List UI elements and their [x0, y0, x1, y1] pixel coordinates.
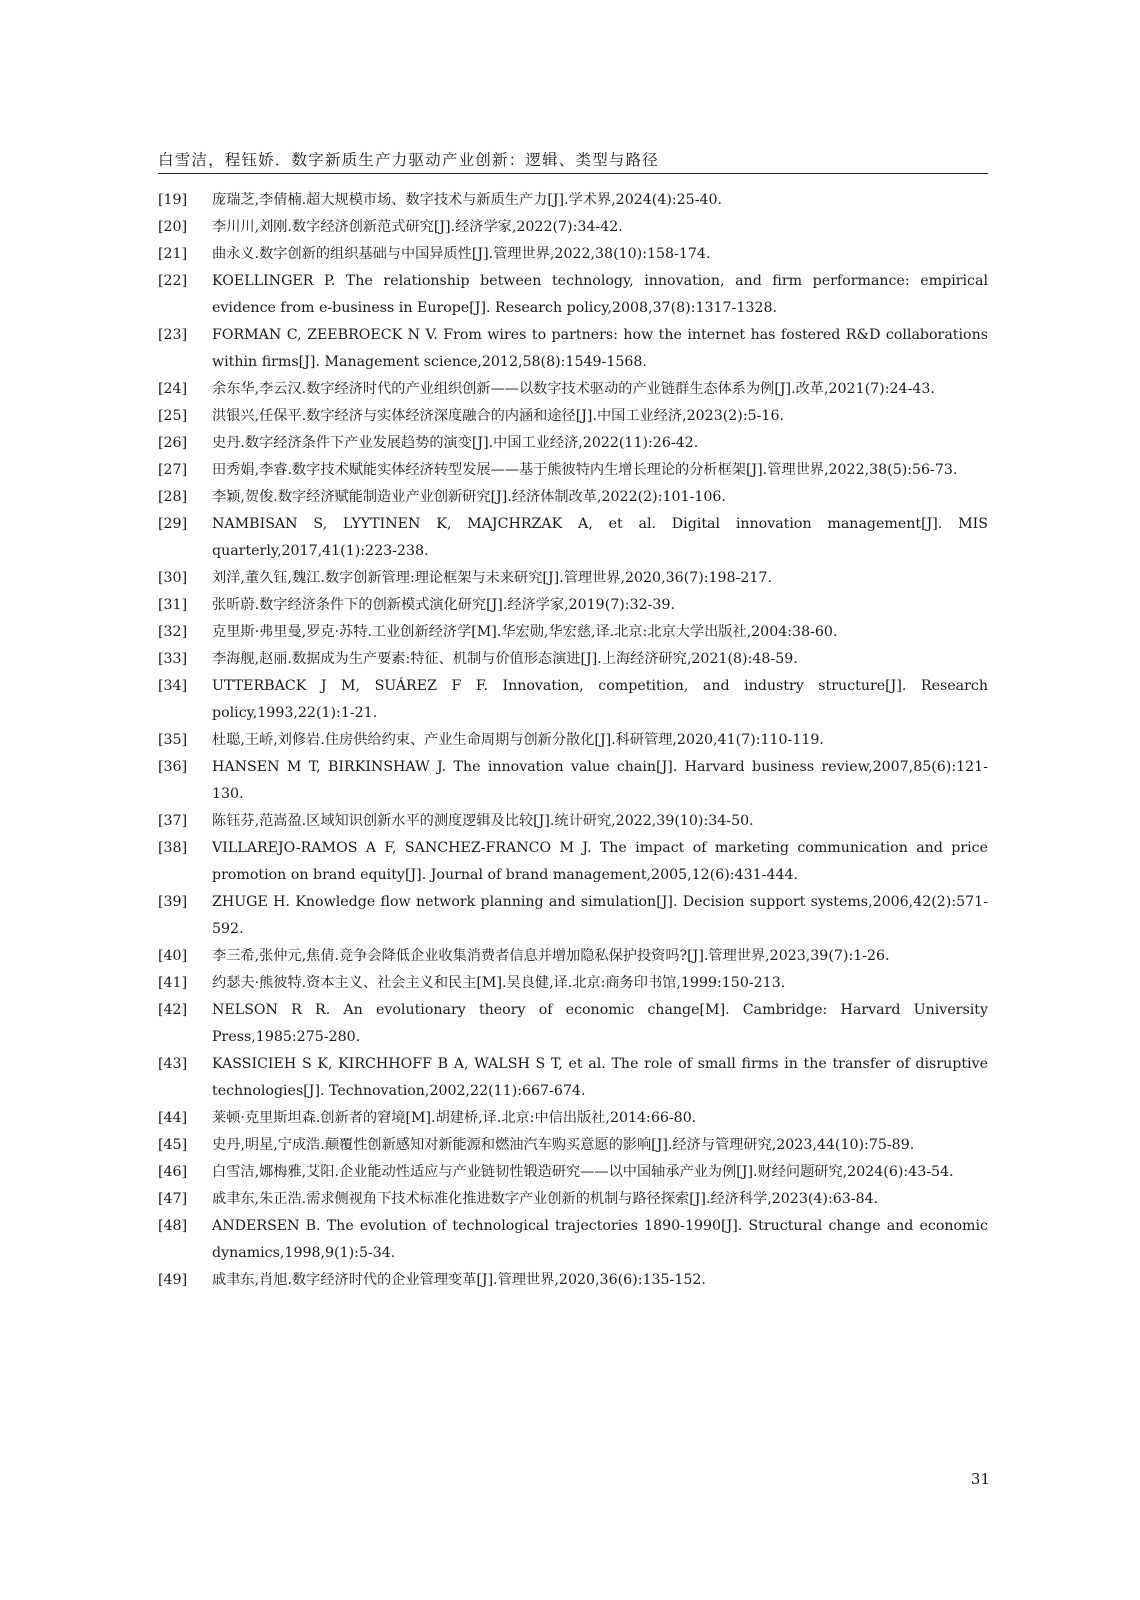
- reference-text: 李海舰,赵丽.数据成为生产要素:特征、机制与价值形态演进[J].上海经济研究,2021(8):48-59.: [212, 651, 798, 667]
- reference-text: NAMBISAN S, LYYTINEN K, MAJCHRZAK A, et al. Digital innovation management[J]. MIS quarterly,2017,41(1):223-238.: [212, 516, 988, 559]
- reference-number: [41]: [158, 975, 188, 991]
- header-rule: [158, 173, 988, 174]
- reference-item: [158, 943, 988, 970]
- reference-number: [43]: [158, 1056, 188, 1072]
- reference-item: [158, 376, 988, 403]
- reference-item: [158, 592, 988, 619]
- reference-number: [48]: [158, 1218, 188, 1234]
- reference-item: [158, 1213, 988, 1267]
- reference-text: 莱顿·克里斯坦森.创新者的窘境[M].胡建桥,译.北京:中信出版社,2014:66-80.: [212, 1110, 697, 1126]
- reference-number: [36]: [158, 759, 188, 775]
- reference-item: [158, 214, 988, 241]
- reference-item: [158, 187, 988, 214]
- reference-item: [158, 1105, 988, 1132]
- reference-text: FORMAN C, ZEEBROECK N V. From wires to partners: how the internet has fostered R&D collaborations within firms[J]. Management science,2012,58(8):1549-1568.: [212, 327, 988, 370]
- reference-text: 克里斯·弗里曼,罗克·苏特.工业创新经济学[M].华宏勋,华宏慈,译.北京:北京大学出版社,2004:38-60.: [212, 624, 838, 640]
- reference-text: 史丹.数字经济条件下产业发展趋势的演变[J].中国工业经济,2022(11):26-42.: [212, 435, 699, 451]
- reference-text: 戚聿东,朱正浩.需求侧视角下技术标准化推进数字产业创新的机制与路径探索[J].经济科学,2023(4):63-84.: [212, 1191, 879, 1207]
- reference-text: 陈钰芬,范嵩盈.区域知识创新水平的测度逻辑及比较[J].统计研究,2022,39(10):34-50.: [212, 813, 754, 829]
- reference-text: KOELLINGER P. The relationship between technology, innovation, and firm performance: empirical evidence from e-business in Europe[J]. Research policy,2008,37(8):1317-1328.: [212, 273, 988, 316]
- reference-text: 李颖,贺俊.数字经济赋能制造业产业创新研究[J].经济体制改革,2022(2):101-106.: [212, 489, 726, 505]
- reference-item: [158, 1159, 988, 1186]
- reference-item: [158, 565, 988, 592]
- reference-number: [23]: [158, 327, 188, 343]
- reference-number: [28]: [158, 489, 188, 505]
- reference-item: [158, 889, 988, 943]
- reference-item: [158, 268, 988, 322]
- reference-number: [42]: [158, 1002, 188, 1018]
- reference-item: [158, 1186, 988, 1213]
- reference-number: [27]: [158, 462, 188, 478]
- reference-item: [158, 322, 988, 376]
- reference-item: [158, 997, 988, 1051]
- reference-text: 杜聪,王峤,刘修岩.住房供给约束、产业生命周期与创新分散化[J].科研管理,2020,41(7):110-119.: [212, 732, 824, 748]
- reference-number: [21]: [158, 246, 188, 262]
- reference-text: 洪银兴,任保平.数字经济与实体经济深度融合的内涵和途径[J].中国工业经济,2023(2):5-16.: [212, 408, 784, 424]
- reference-text: HANSEN M T, BIRKINSHAW J. The innovation value chain[J]. Harvard business review,2007,85(6):121-130.: [212, 759, 988, 802]
- reference-number: [24]: [158, 381, 188, 397]
- reference-number: [20]: [158, 219, 188, 235]
- reference-text: 刘洋,董久钰,魏江.数字创新管理:理论框架与未来研究[J].管理世界,2020,36(7):198-217.: [212, 570, 772, 586]
- reference-item: [158, 646, 988, 673]
- reference-item: [158, 430, 988, 457]
- reference-item: [158, 673, 988, 727]
- reference-text: 戚聿东,肖旭.数字经济时代的企业管理变革[J].管理世界,2020,36(6):135-152.: [212, 1272, 706, 1288]
- reference-text: 李川川,刘刚.数字经济创新范式研究[J].经济学家,2022(7):34-42.: [212, 219, 623, 235]
- reference-text: UTTERBACK J M, SUÁREZ F F. Innovation, competition, and industry structure[J]. Research policy,1993,22(1):1-21.: [212, 678, 988, 721]
- reference-text: 张昕蔚.数字经济条件下的创新模式演化研究[J].经济学家,2019(7):32-39.: [212, 597, 675, 613]
- reference-number: [49]: [158, 1272, 188, 1288]
- reference-number: [35]: [158, 732, 188, 748]
- reference-text: 田秀娟,李睿.数字技术赋能实体经济转型发展——基于熊彼特内生增长理论的分析框架[J].管理世界,2022,38(5):56-73.: [212, 462, 958, 478]
- reference-text: 庞瑞芝,李倩楠.超大规模市场、数字技术与新质生产力[J].学术界,2024(4):25-40.: [212, 192, 723, 208]
- reference-number: [31]: [158, 597, 188, 613]
- reference-text: 李三希,张仲元,焦倩.竞争会降低企业收集消费者信息并增加隐私保护投资吗?[J].管理世界,2023,39(7):1-26.: [212, 948, 890, 964]
- reference-number: [46]: [158, 1164, 188, 1180]
- reference-number: [37]: [158, 813, 188, 829]
- reference-list: [158, 187, 988, 1294]
- reference-number: [34]: [158, 678, 188, 694]
- reference-item: [158, 241, 988, 268]
- reference-item: [158, 727, 988, 754]
- reference-item: [158, 970, 988, 997]
- reference-item: [158, 457, 988, 484]
- reference-item: [158, 484, 988, 511]
- reference-text: 曲永义.数字创新的组织基础与中国异质性[J].管理世界,2022,38(10):158-174.: [212, 246, 711, 262]
- reference-number: [39]: [158, 894, 188, 910]
- reference-item: [158, 1132, 988, 1159]
- reference-text: ZHUGE H. Knowledge flow network planning and simulation[J]. Decision support systems,2006,42(2):571-592.: [212, 894, 988, 937]
- reference-text: ANDERSEN B. The evolution of technological trajectories 1890-1990[J]. Structural change and economic dynamics,1998,9(1):5-34.: [212, 1218, 988, 1261]
- reference-number: [19]: [158, 192, 188, 208]
- reference-item: [158, 754, 988, 808]
- reference-text: 约瑟夫·熊彼特.资本主义、社会主义和民主[M].吴良健,译.北京:商务印书馆,1999:150-213.: [212, 975, 786, 991]
- reference-number: [40]: [158, 948, 188, 964]
- reference-item: [158, 619, 988, 646]
- reference-item: [158, 1267, 988, 1294]
- running-header: 白雪洁，程钰娇．数字新质生产力驱动产业创新：逻辑、类型与路径: [158, 151, 660, 169]
- reference-number: [47]: [158, 1191, 188, 1207]
- reference-item: [158, 403, 988, 430]
- reference-number: [30]: [158, 570, 188, 586]
- reference-number: [38]: [158, 840, 188, 856]
- reference-text: 史丹,明星,宁成浩.颠覆性创新感知对新能源和燃油汽车购买意愿的影响[J].经济与管理研究,2023,44(10):75-89.: [212, 1137, 915, 1153]
- reference-number: [25]: [158, 408, 188, 424]
- reference-number: [22]: [158, 273, 188, 289]
- reference-text: NELSON R R. An evolutionary theory of economic change[M]. Cambridge: Harvard University Press,1985:275-280.: [212, 1002, 988, 1045]
- reference-text: 余东华,李云汉.数字经济时代的产业组织创新——以数字技术驱动的产业链群生态体系为例[J].改革,2021(7):24-43.: [212, 381, 935, 397]
- reference-text: KASSICIEH S K, KIRCHHOFF B A, WALSH S T, et al. The role of small firms in the transfer of disruptive technologies[J]. Technovation,2002,22(11):667-674.: [212, 1056, 988, 1099]
- reference-number: [29]: [158, 516, 188, 532]
- reference-text: VILLAREJO-RAMOS A F, SANCHEZ-FRANCO M J. The impact of marketing communication and price promotion on brand equity[J]. Journal of brand management,2005,12(6):431-444.: [212, 840, 988, 883]
- reference-number: [44]: [158, 1110, 188, 1126]
- reference-item: [158, 835, 988, 889]
- reference-number: [33]: [158, 651, 188, 667]
- reference-number: [26]: [158, 435, 188, 451]
- reference-number: [32]: [158, 624, 188, 640]
- reference-number: [45]: [158, 1137, 188, 1153]
- page-number: 31: [970, 1470, 990, 1488]
- reference-item: [158, 1051, 988, 1105]
- reference-item: [158, 808, 988, 835]
- reference-text: 白雪洁,娜梅雅,艾阳.企业能动性适应与产业链韧性锻造研究——以中国轴承产业为例[J].财经问题研究,2024(6):43-54.: [212, 1164, 954, 1180]
- reference-item: [158, 511, 988, 565]
